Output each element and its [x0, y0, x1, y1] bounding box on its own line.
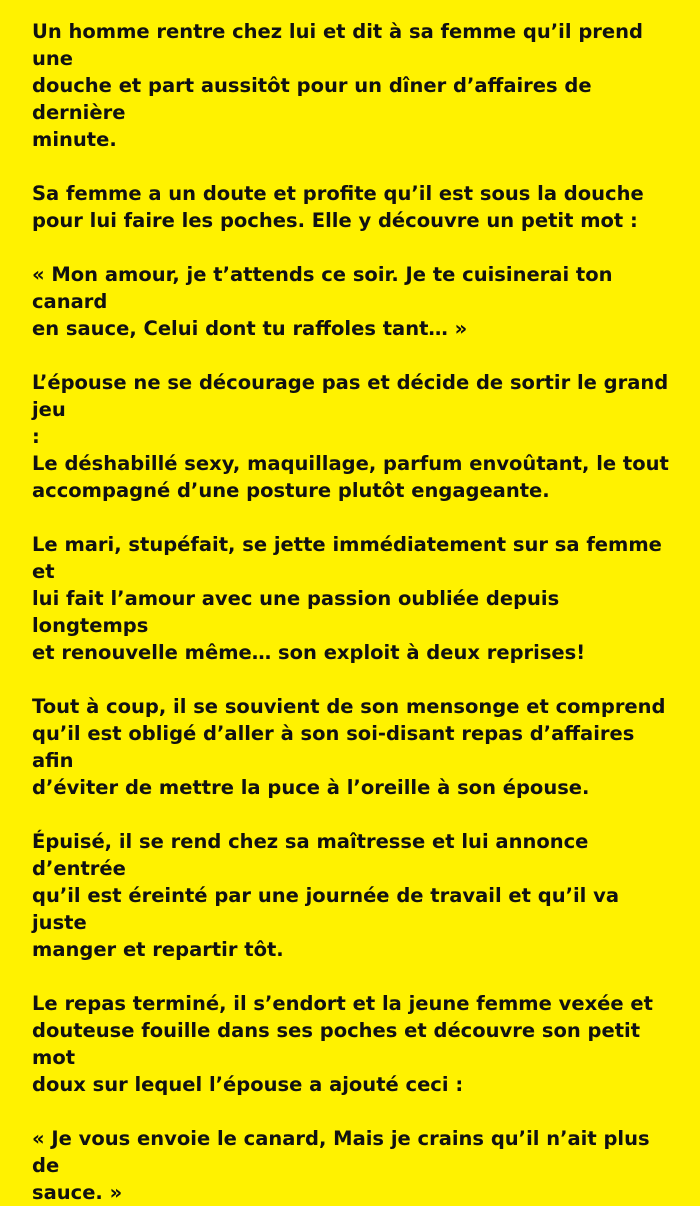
paragraph-husband-reacts: Le mari, stupéfait, se jette immédiatement sur sa femme et lui fait l’amour avec une passion oubliée depuis longtemps et renouvelle même… son exploit à deux reprises! — [32, 533, 662, 664]
paragraph-intro: Un homme rentre chez lui et dit à sa femme qu’il prend une douche et part aussitôt pour un dîner d’affaires de dernière minute. — [32, 20, 643, 151]
paragraph-mistress-finds-note: Le repas terminé, il s’endort et la jeune femme vexée et douteuse fouille dans ses poches et découvre son petit mot doux sur lequel l’épouse a ajouté ceci : — [32, 992, 653, 1096]
paragraph-wife-seduces: L’épouse ne se décourage pas et décide de sortir le grand jeu : Le déshabillé sexy, maquillage, parfum envoûtant, le tout accompagné d’une posture plutôt engageante. — [32, 371, 669, 502]
paragraph-love-note: « Mon amour, je t’attends ce soir. Je te cuisinerai ton canard en sauce, Celui dont tu raffoles tant… » — [32, 263, 613, 340]
paragraph-punchline: « Je vous envoie le canard, Mais je crains qu’il n’ait plus de sauce. » — [32, 1127, 650, 1204]
paragraph-at-mistress: Épuisé, il se rend chez sa maîtresse et lui annonce d’entrée qu’il est éreinté par une journée de travail et qu’il va juste manger et repartir tôt. — [32, 830, 620, 961]
paragraph-wife-suspects: Sa femme a un doute et profite qu’il est sous la douche pour lui faire les poches. Elle y découvre un petit mot : — [32, 182, 644, 232]
paragraph-husband-remembers: Tout à coup, il se souvient de son mensonge et comprend qu’il est obligé d’aller à son soi-disant repas d’affaires afin d’éviter de mettre la puce à l’oreille à son épouse. — [32, 695, 666, 799]
